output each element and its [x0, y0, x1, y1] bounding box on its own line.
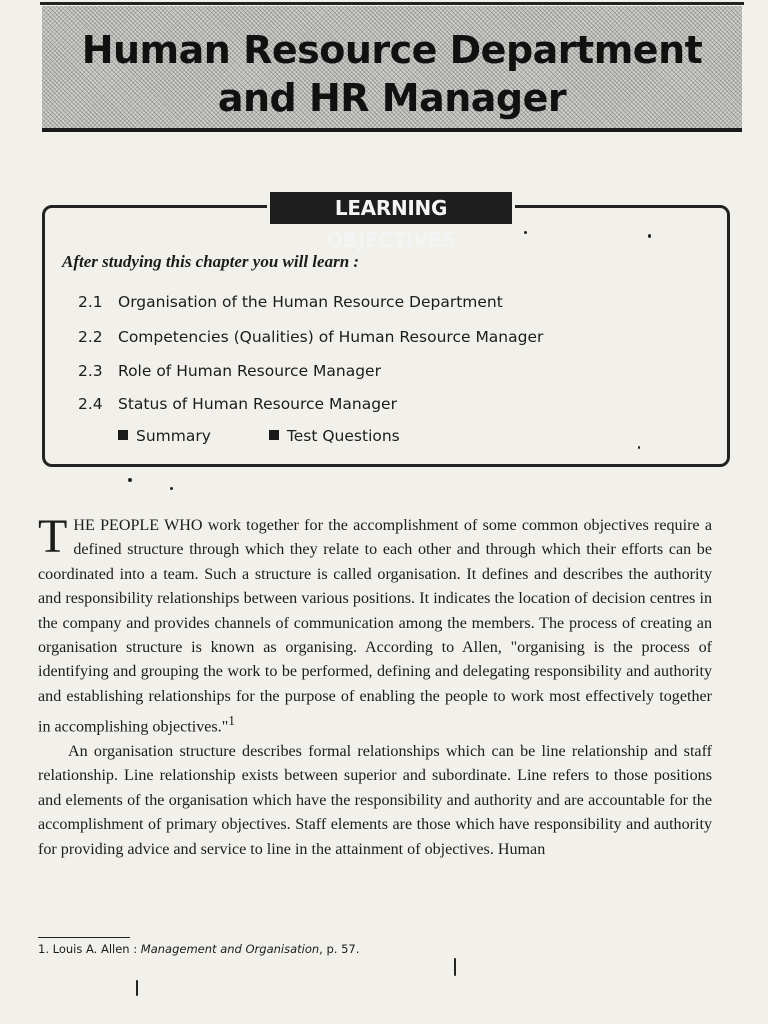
objective-extras	[118, 427, 400, 445]
paragraph-text: HE PEOPLE WHO work together for the accomplishment of some common objectives require a defined structure through which they relate to each other and through which their efforts can be coordinated into a team. Such a structure is called organisation. It defines and describes the authority and responsibility relationships between various positions. It indicates the location of decision centres in the company and provides channels of communication among the members. The process of creating an organisation structure is known as organising. According to Allen, "organising is the process of identifying and grouping the work to be performed, defining and delegating responsibility and authority and establishing relationships for the purpose of enabling the people to work most effectively together in accomplishing objectives."	[38, 517, 712, 736]
objective-text: Organisation of the Human Resource Department	[118, 293, 503, 311]
square-bullet-icon	[269, 430, 279, 440]
drop-cap: T	[38, 510, 68, 563]
chapter-title-line-1: Human Resource Department	[81, 28, 703, 72]
objective-text: Role of Human Resource Manager	[118, 362, 381, 380]
objective-number: 2.4	[78, 395, 103, 413]
test-questions-label: Test Questions	[286, 427, 400, 445]
objective-text: Status of Human Resource Manager	[118, 395, 397, 413]
footnote-prefix: 1. Louis A. Allen :	[38, 942, 141, 956]
footnote-ref: 1	[228, 713, 235, 729]
learning-objectives-intro: After studying this chapter you will learn :	[62, 252, 360, 271]
footnote	[38, 942, 359, 956]
objective-number: 2.2	[78, 328, 103, 346]
scan-speck	[648, 234, 651, 238]
objective-item	[78, 395, 397, 413]
scan-speck	[524, 231, 527, 234]
objective-item	[78, 328, 543, 346]
objective-text: Competencies (Qualities) of Human Resource Manager	[118, 328, 544, 346]
objective-item	[78, 362, 381, 380]
objective-item	[78, 293, 503, 311]
top-rule	[40, 2, 744, 5]
objective-number: 2.3	[78, 362, 103, 380]
body-paragraph: An organisation structure describes formal relationships which can be line relationship and staff relationship. Line relationship exists between superior and subordinate. Line refers to those positions and elements of the organisation which have the responsibility and authority and are accountable for the accomplishment of primary objectives. Staff elements are those which have responsibility and authority for providing advice and service to line in the attainment of objectives. Human	[38, 743, 712, 858]
scan-speck	[128, 478, 132, 482]
scan-speck	[454, 958, 456, 976]
scan-speck	[638, 446, 640, 449]
chapter-body	[38, 510, 712, 862]
body-paragraph	[38, 510, 712, 740]
summary-label: Summary	[136, 427, 211, 445]
chapter-title-line-2: and HR Manager	[217, 76, 567, 120]
objective-number: 2.1	[78, 293, 103, 311]
footnote-rule	[38, 937, 130, 938]
summary-item	[118, 427, 211, 445]
footnote-suffix: , p. 57.	[319, 942, 360, 956]
scan-speck	[170, 487, 173, 490]
footnote-title: Management and Organisation	[140, 942, 320, 956]
learning-objectives-label: LEARNING OBJECTIVES	[267, 189, 515, 227]
chapter-title-banner	[42, 6, 742, 132]
square-bullet-icon	[118, 430, 128, 440]
test-questions-item	[269, 427, 400, 445]
scan-speck	[136, 980, 138, 996]
